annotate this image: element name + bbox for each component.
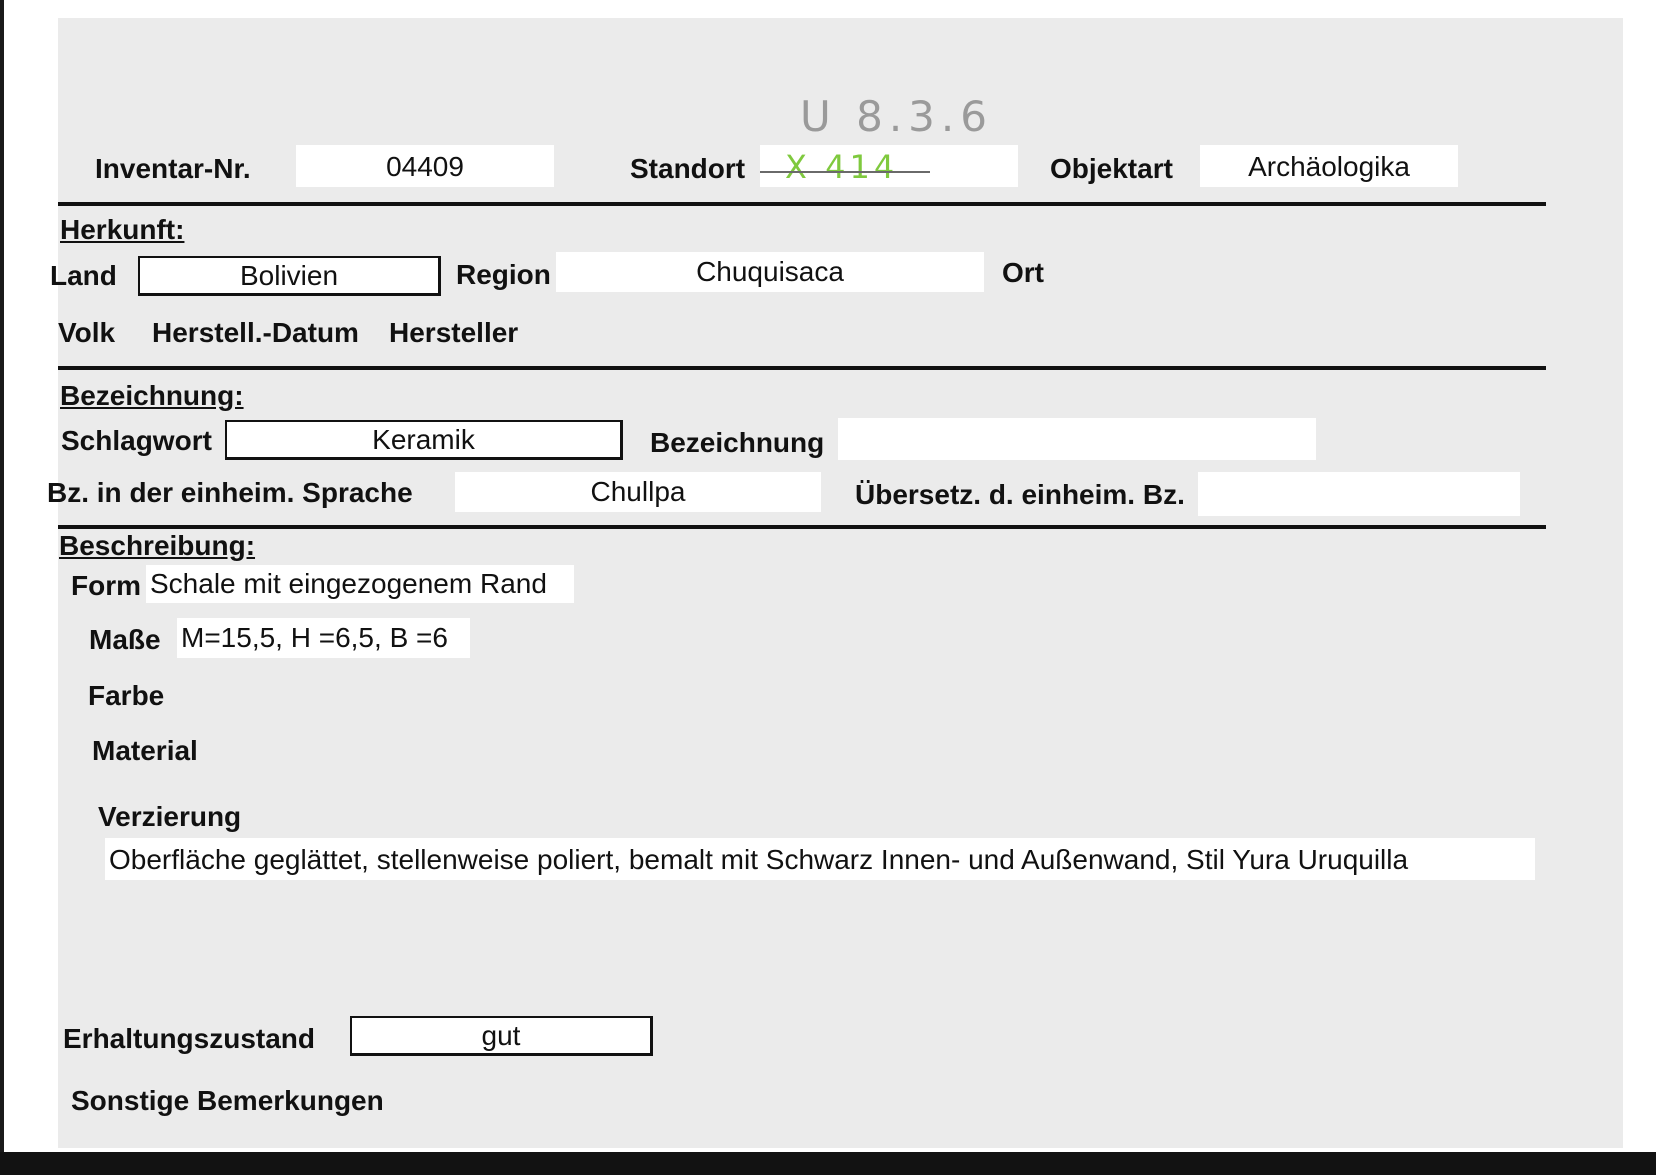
uebersetz-field[interactable] (1198, 472, 1520, 516)
region-label: Region (456, 259, 551, 290)
bezeichnung-field[interactable] (838, 418, 1316, 460)
einheim-field[interactable]: Chullpa (455, 472, 821, 512)
objektart-field[interactable]: Archäologika (1200, 145, 1458, 187)
ort-label: Ort (1002, 257, 1044, 288)
verzierung-field[interactable]: Oberfläche geglättet, stellenweise poliert, bemalt mit Schwarz Innen- und Außenwand, Stil Yura Uruquilla (105, 838, 1535, 880)
section-divider (58, 202, 1546, 206)
erhaltungszustand-label: Erhaltungszustand (63, 1023, 316, 1054)
herstell-datum-label: Herstell.-Datum (152, 317, 359, 348)
form-field[interactable]: Schale mit eingezogenem Rand (146, 565, 574, 603)
land-label-clip (50, 258, 138, 298)
strikethrough-mark (760, 145, 1018, 187)
schlagwort-field[interactable]: Keramik (225, 420, 623, 460)
bezeichnung-heading: Bezeichnung: (60, 380, 244, 411)
standort-label: Standort (630, 153, 746, 184)
einheim-label-clip (47, 474, 438, 514)
bezeichnung-label: Bezeichnung (650, 427, 825, 458)
material-label: Material (92, 735, 198, 766)
masse-field[interactable]: M=15,5, H =6,5, B =6 (177, 618, 470, 658)
uebersetz-label: Übersetz. d. einheim. Bz. (855, 479, 1185, 510)
section-divider (58, 525, 1546, 529)
handwritten-location-note: U 8.3.6 (800, 92, 993, 141)
masse-label: Maße (89, 624, 161, 655)
bemerkungen-label-clip (58, 1072, 458, 1152)
scan-left-edge (0, 0, 4, 1175)
objektart-label: Objektart (1050, 153, 1173, 184)
section-divider (58, 366, 1546, 370)
herkunft-heading: Herkunft: (60, 214, 185, 245)
standort-field[interactable] (760, 145, 1018, 187)
bemerkungen-label: Sonstige Bemerkungen (71, 1085, 384, 1116)
verzierung-label: Verzierung (98, 801, 242, 832)
farbe-label: Farbe (88, 680, 165, 711)
scan-bottom-edge (0, 1152, 1656, 1175)
form-label: Form (71, 570, 141, 601)
inventar-field[interactable]: 04409 (296, 145, 554, 187)
inventar-label: Inventar-Nr. (95, 153, 251, 184)
schlagwort-label: Schlagwort (61, 425, 212, 456)
erhaltungszustand-field[interactable]: gut (350, 1016, 653, 1056)
hersteller-label: Hersteller (389, 317, 519, 348)
standort-value: X 414 (785, 148, 899, 186)
einheim-label: Bz. in der einheim. Sprache (47, 477, 413, 508)
land-label: Land (50, 260, 117, 291)
region-field[interactable]: Chuquisaca (556, 252, 984, 292)
land-field[interactable]: Bolivien (138, 256, 441, 296)
beschreibung-heading: Beschreibung: (59, 530, 256, 561)
volk-label: Volk (58, 317, 116, 348)
